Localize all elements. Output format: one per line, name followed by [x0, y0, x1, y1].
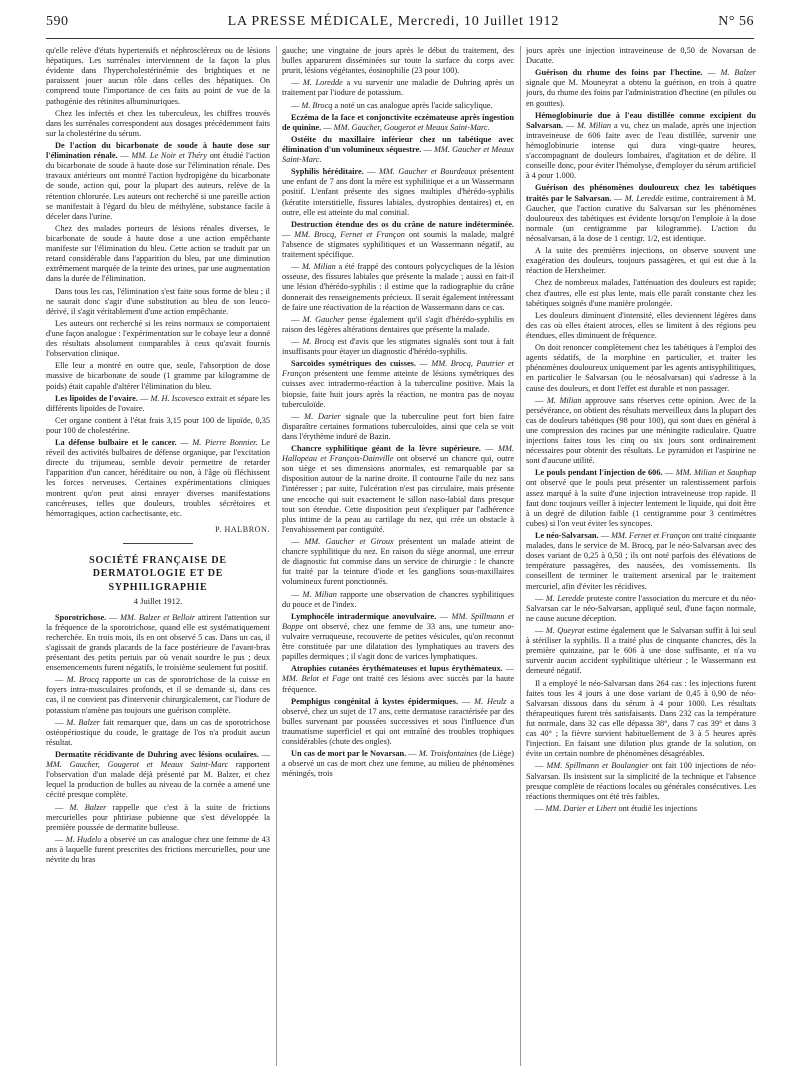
page-header	[46, 14, 754, 36]
article-authors: MM. Spillmann et Boppe	[282, 611, 514, 631]
article: Guérison des phénomènes douloureux chez les tabétiques traités par le Salvarsan. — M. Leredde estime, contrairement à M. Gaucher, que l'action curative du Salvarsan sur les phénomènes douloureux des tabétiques est évidente lorsqu'on l'emploie à la dose normale (un centigramme par kilogramme). L'action du néosalvarsan, à la dose de 1 centigr. 1/2, est identique.	[526, 183, 756, 243]
article-authors: MM. Gaucher, Gougerot et Meaux Saint-Marc.	[333, 122, 490, 132]
article: Ostéite du maxillaire inférieur chez un tabétique avec élimination d'un volumineux séquestre. — MM. Gaucher et Meaux Saint-Marc.	[282, 134, 514, 165]
author: M. Milian	[302, 262, 336, 272]
article-authors: MM. Milian et Sauphap	[675, 468, 756, 478]
paragraph: A la suite des premières injections, on observe souvent une exagération des douleurs, toujours passagères, et qui est due à la réaction de Herxheimer.	[526, 246, 756, 276]
article: Hémoglobinurie due à l'eau distillée comme excipient du Salvarsan. — M. Milian a vu, chez un malade, après une injection intraveineuse de 606 faite avec de l'eau distillée, survenir une hémoglobinurie intense qui dura vingt-quatre heures, s'accompagnant de douleurs lombaires, d'agitation et de délire. Il conseille donc, pour éviter l'hémolyse, d'employer du sérum artificiel à 4 pour 1.000.	[526, 110, 756, 181]
article: Le néo-Salvarsan. — MM. Fernet et Françon ont traité cinquante malades, dans le service de M. Brocq, par le néo-Salvarsan avec des doses variant de 0,25 à 0,50 ; ils ont noté parfois des élévations de température passagères, des nausées, des vomissements. Ils conseillent de terminer le traitement arsenical par le traitement mercuriel, afin d'éviter les récidives.	[526, 531, 756, 591]
article-title: Un cas de mort par le Novarsan.	[291, 749, 407, 759]
article: Dermatite récidivante de Duhring avec lésions oculaires. — MM. Gaucher, Gougerot et Meaux Saint-Marc rapportent l'observation d'un malade déjà présenté par M. Balzer, et chez lequel la production de bulles au niveau de la cornée a amené une cécité presque complète.	[46, 749, 270, 800]
article-title: Les lipoïdes de l'ovaire.	[55, 393, 138, 403]
article-text: rapportent l'observation d'un malade déjà présenté par M. Balzer, et chez lequel la production de bulles au niveau de la cornée a amené une cécité presque complète.	[46, 760, 270, 800]
article-authors: M. Milian	[577, 120, 612, 130]
column-1	[46, 46, 270, 1066]
article: Les lipoïdes de l'ovaire. — M. H. Iscovesco extrait et sépare les différents lipoïdes de l'ovaire.	[46, 393, 270, 413]
article: Chancre syphilitique géant de la lèvre supérieure. — MM. Hallopeau et François-Dainville ont observé un chancre qui, outre son siège et ses dimensions anormales, est remarquable par sa disposition autour de la narine droite. Il contourne l'aile du nez sans l'intéresser ; par suite, l'ulcération n'est pas circulaire, mais présente une encoche qui suit exactement le sillon naso-labial dans presque tout son étendue. Cette disposition peut s'expliquer par l'adhérence plus intime de la peau au cartilage du nez, qui crée un obstacle à l'envahissement par contiguïté.	[282, 444, 514, 534]
article-text: ont étudié l'action du bicarbonate de soude à haute dose sur l'élimination rénale. Des travaux antérieurs ont montré l'action hydropigène du bicarbonate de soude, action qui, pour la plupart des auteurs, relève de la rétention chlorurée. Les auteurs ont recherché si une pareille action se manifestait à l'égard du bleu de méthylène, substance facile à déceler dans l'urine.	[46, 151, 270, 221]
paragraph: Chez des malades porteurs de lésions rénales diverses, le bicarbonate de soude à haute dose a une action empêchante manifeste sur l'élimination du bleu. Cette action se traduit par un retard considérable dans l'apparition du bleu, par une diminution extrêmement marquée de la teinte des urines, par une augmentation dans la durée de l'élimination.	[46, 223, 270, 284]
article-title: La défense bulbaire et le cancer.	[55, 438, 177, 448]
article-title: Ostéite du maxillaire inférieur chez un tabétique avec élimination d'un volumineux séquestre.	[282, 134, 514, 154]
paragraph: gauche; une vingtaine de jours après le début du traitement, des bulles apparurent disséminées sur toute la surface du corps avec prurit, lésions végétantes, éosinophilie (23 pour 100).	[282, 46, 514, 76]
paragraph: qu'elle relève d'états hypertensifs et néphroscléreux ou de lésions hépatiques. Les surrénales interviennent de la façon la plus évidente dans l'hypercholestérinémie des brightiques et ne paraissent jouer aucun rôle dans celles des hépatiques. On comprend toute l'importance de ces faits au point de vue de la pathogénie des rétinites albuminuriques.	[46, 46, 270, 106]
article-title: Hémoglobinurie due à l'eau distillée comme excipient du Salvarsan.	[526, 110, 756, 130]
article: Eczéma de la face et conjonctivite eczémateuse après ingestion de quinine. — MM. Gaucher, Gougerot et Meaux Saint-Marc.	[282, 112, 514, 132]
paragraph: — M. Queyrat estime également que le Salvarsan suffit à lui seul à stériliser la syphilis. Il a traité plus de cinquante chancres, dès la première quinzaine, par le 606 à une dose suffisante, et n'a vu survenir aucun accident syphilitique ultérieur ; le Wassermann est demeuré négatif.	[526, 626, 756, 676]
article-title: Dermatite récidivante de Duhring avec lésions oculaires.	[55, 749, 259, 759]
author: MM. Darier et Libert	[545, 803, 617, 813]
article-title: Atrophies cutanées érythémateuses et lupus érythémateux.	[291, 664, 503, 674]
author: M. Loredde	[302, 78, 343, 88]
article-title: Lymphocèle intradermique anovulvaire.	[291, 611, 437, 621]
article-title: Guérison du rhume des foins par l'hectine.	[535, 68, 703, 78]
paragraph: — M. Milian approuve sans réserves cette opinion. Avec de la persévérance, on obtient des résultats merveilleux dans la plupart des cas de douleurs tabétiques (98 pour 100), qui sont dues en général à une compression des racines par une méningite radiculaire. Quatre injections faites tous les cinq ou six jours sont ordinairement nécessaires pour obtenir des résultats. Le pyramidon et l'aspirine ne sont d'aucune utilité.	[526, 395, 756, 466]
society-title: SOCIÉTÉ FRANÇAISE DE DERMATOLOGIE ET DE SYPHILIGRAPHIE	[89, 554, 227, 593]
paragraph: — MM. Darier et Libert ont étudié les injections	[535, 803, 698, 813]
article: Le pouls pendant l'injection de 606. — MM. Milian et Sauphap ont observé que le pouls peut présenter un ralentissement parfois assez marqué à la suite d'une injection intraveineuse trop rapide. Il faut donc toujours veiller à injecter lentement le liquide, qui doit être à un degré de dilution faible (1 centigramme pour 3 centimètres cubes) si l'on veut éviter les syncopes.	[526, 468, 756, 528]
author: M. Hudelo	[65, 834, 102, 844]
author: M. Milian	[302, 589, 337, 599]
paragraph: — MM. Spillmann et Boulangier ont fait 100 injections de néo-Salvarsan. Ils insistent sur la simplicité de la technique et l'absence presque complète de réactions locales ou générales consécutives. Les réactions thermiques ont été très faibles.	[526, 761, 756, 801]
paragraph: — M. Brocq a noté un cas analogue après l'acide salicylique.	[291, 100, 493, 110]
author: M. Leredde	[545, 593, 585, 603]
article-authors: MM. Gaucher et Meaux Saint-Marc.	[282, 144, 514, 165]
paragraph: Dans tous les cas, l'élimination s'est faite sous forme de bleu ; il ne saurait donc s'agir d'une substitution au bleu de son leuco-dérivé, il s'agit véritablement d'une action empêchante.	[46, 286, 270, 316]
paragraph: Cet organe contient à l'état frais 3,15 pour 100 de lipoïde, 0,35 pour 100 de cholestérine.	[46, 415, 270, 435]
article: Lymphocèle intradermique anovulvaire. — MM. Spillmann et Boppe ont observé, chez une femme de 33 ans, une tumeur ano-vulvaire verruqueuse, recouverte de petites vésicules, qu'on reconnut être constituée par une dilatation des lymphatiques au travers des papilles dermiques ; il s'agit donc de varices lymphatiques.	[282, 611, 514, 662]
author: M. Brocq	[301, 100, 333, 110]
article-authors: MM. Fernet et Françon	[611, 531, 690, 541]
article-authors: M. Leredde	[624, 193, 664, 203]
paragraph: — M. Hudelo a observé un cas analogue chez une femme de 43 ans à laquelle furent prescrites des frictions mercurielles, pour une névrite du bras	[46, 834, 270, 865]
paragraph: — M. Darier signale que la tuberculine peut fort bien faire disparaître certaines formations tuberculoïdes, ainsi que cela se voit dans l'érythème induré de Bazin.	[282, 411, 514, 441]
page-number: 590	[46, 14, 69, 29]
column-separator	[276, 46, 277, 1066]
article-title: Guérison des phénomènes douloureux chez les tabétiques traités par le Salvarsan.	[526, 183, 756, 203]
journal-title: LA PRESSE MÉDICALE, Mercredi, 10 Juillet 1912	[227, 14, 560, 29]
article-title: Sporotrichose.	[55, 612, 107, 622]
article: De l'action du bicarbonate de soude à haute dose sur l'élimination rénale. — MM. Le Noir et Théry ont étudié l'action du bicarbonate de soude à haute dose sur l'élimination rénale. Des travaux antérieurs ont montré l'action hydropigène du bicarbonate de soude, action qui, pour la plupart des auteurs, relève de la rétention chlorurée. Les auteurs ont recherché si une pareille action se manifestait à l'égard du bleu de méthylène, substance facile à déceler dans l'urine.	[46, 140, 270, 221]
article-authors: MM. Balzer et Belloir	[120, 612, 196, 622]
paragraph: — M. Leredde proteste contre l'association du mercure et du néo-Salvarsan car le néo-Salvarsan, appliqué seul, d'une façon normale, ne cause aucune déception.	[526, 593, 756, 623]
column-separator	[520, 46, 521, 1066]
author: M. Brocq	[302, 336, 335, 346]
article: Syphilis héréditaire. — MM. Gaucher et Bourdeaux présentent une enfant de 7 ans dont la mère est syphilitique et a un Wassermann positif. L'enfant présente des signes multiples d'hérédo-syphilis (kératite interstitielle, fissures labiales, dystrophies dentaires) et, en outre, elle est atteinte du mal comitial.	[282, 167, 514, 217]
author: M. Balzer	[66, 717, 100, 727]
paragraph: On doit renoncer complètement chez les tabétiques à l'emploi des agents sédatifs, de la morphine en particulier, et traiter les phénomènes douloureux uniquement par les agents antisyphilitiques, en particulier le Salvarsan (ou le néosalvarsan) qui s'adresse à la cause des douleurs, et dont l'effet est durable et non passager.	[526, 343, 756, 393]
author: M. Darier	[304, 411, 341, 421]
article: La défense bulbaire et le cancer. — M. Pierre Bonnier. Le réveil des activités bulbaires de défense organique, par l'excitation directe du trijumeau, semble devoir permettre de retarder l'apparition d'un cancer, héréditaire ou non, à l'âge où fléchissent les forces nerveuses. Certaines expérimentations cliniques montrent qu'on peut ainsi enrayer diverses manifestations cancéreuses, telles que douleurs, troubles sécrétoires et hémorragiques, action cachectisante, etc.	[46, 438, 270, 518]
paragraph: Les auteurs ont recherché si les reins normaux se comportaient d'une façon analogue : l'expérimentation sur le cobaye leur a donné des résultats absolument comparables à ceux qu'avait fournis l'observation clinique.	[46, 318, 270, 359]
column-2	[282, 46, 514, 1066]
article-authors: MM. Brocq, Pautrier et Françon	[282, 359, 514, 379]
article: Sarcoïdes symétriques des cuisses. — MM. Brocq, Pautrier et Françon présentent une femme atteinte de lésions symétriques des cuisses avec intradermo-réaction à la tuberculine positive. Mais la biopsie, faite huit jours après la réaction, ne montra pas de noyau tuberculoïde.	[282, 359, 514, 409]
column-3	[526, 46, 756, 1066]
paragraph: — M. Brocq est d'avis que les stigmates signalés sont tout à fait insuffisants pour étayer un diagnostic d'hérédo-syphilis.	[282, 336, 514, 357]
article: Pemphigus congénital à kystes épidermiques. — M. Heulz a observé, chez un sujet de 17 ans, cette dermatose caractérisée par des bulles survenant par poussées successives et sous l'influence d'un traumatisme superficiel et qui ont entraîné des troubles trophiques considérables (chute des ongles).	[282, 696, 514, 747]
article-authors: M. Troisfontaines	[418, 749, 478, 759]
article: Atrophies cutanées érythémateuses et lupus érythémateux. — MM. Belot et Fage ont traité ces lésions avec succès par la haute fréquence.	[282, 664, 514, 694]
author: M. Gaucher	[302, 314, 345, 324]
paragraph: — M. Brocq rapporte un cas de sporotrichose de la cuisse en foyers intra-musculaires profonds, et il se demande si, dans ces cas, il ne convient pas d'intervenir chirurgicalement, car l'iodure de potassium n'amène pas toujours une guérison complète.	[46, 675, 270, 715]
article-authors: MM. Gaucher, Gougerot et Meaux Saint-Marc	[46, 760, 229, 770]
article: Guérison du rhume des foins par l'hectine. — M. Balzer signale que M. Mouneyrat a obtenu la guérison, en trois à quatre jours, du rhume des foins par l'administration d'hectine (en pilules ou en gouttes).	[526, 68, 756, 108]
article-authors: MM. Belot et Fage	[282, 674, 350, 684]
author: M. Balzer	[69, 802, 107, 812]
article-authors: M. H. Iscovesco	[150, 393, 204, 403]
article-authors: MM. Le Noir et Théry	[131, 151, 207, 161]
article-title: Le pouls pendant l'injection de 606.	[535, 468, 663, 478]
article-title: Destruction étendue des os du crâne de nature indéterminée.	[291, 219, 514, 229]
article: Destruction étendue des os du crâne de nature indéterminée. — MM. Brocq, Fernet et Françon ont soumis la malade, malgré l'absence de stigmates syphilitiques et un Wassermann négatif, au traitement spécifique.	[282, 219, 514, 260]
paragraph: Elle leur a montré en outre que, seule, l'absorption de dose massive de bicarbonate de soude (1 gramme par kilogramme de poids) était capable d'altérer l'élimination du bleu.	[46, 361, 270, 391]
article-title: Syphilis héréditaire.	[291, 167, 364, 177]
article-text: extrait et sépare les différents lipoïdes de l'ovaire.	[46, 393, 270, 413]
author: M. Brocq	[66, 675, 99, 685]
paragraph: Il a employé le néo-Salvarsan dans 264 cas : les injections furent faites tous les 4 jours à une dose variant de 0,45 à 0,90 de néo-Salvarsan dissous dans du sérum à 4 pour 1000. Les résultats thérapeutiques furent très satisfaisants. Dans 232 cas la température fut normale, dans 32 cas elle dépassa 38°, dans 7 cas 39° et dans 3 cas 40° ; la fièvre survient habituellement de 3 à 5 heures après l'injection. En faisant une dilution plus grande de la solution, on évite un certain nombre de phénomènes désagréables.	[526, 678, 756, 759]
author: MM. Gaucher et Giroux	[304, 537, 394, 547]
paragraph: Chez les infectés et chez les tuberculeux, les chiffres trouvés dans les surrénales correspondent aux dosages précédemment faits sur la cholestérine du sérum.	[46, 108, 270, 138]
paragraph: jours après une injection intraveineuse de 0,50 de Novarsan de Ducatte.	[526, 46, 756, 66]
issue-number: N° 56	[718, 14, 754, 29]
signature: P. HALBRON.	[215, 524, 270, 534]
paragraph: — M. Milian rapporte une observation de chancres syphilitiques du pouce et de l'index.	[282, 589, 514, 609]
header-rule	[46, 38, 754, 39]
article-authors: M. Balzer	[720, 68, 756, 78]
article-authors: MM. Brocq, Fernet et Françon	[294, 229, 405, 239]
article-title: De l'action du bicarbonate de soude à haute dose sur l'élimination rénale.	[46, 140, 270, 161]
article: Un cas de mort par le Novarsan. — M. Troisfontaines (de Liège) a observé un cas de mort chez une femme, au milieu de phénomènes méningés, trois	[282, 749, 514, 779]
paragraph: Chez de nombreux malades, l'atténuation des douleurs est rapide; chez d'autres, elle est plus lente, mais elle paraît constante chez les tabétiques soignés d'une manière prolongée.	[526, 278, 756, 308]
article-text: Le réveil des activités bulbaires de défense organique, par l'excitation directe du trijumeau, semble devoir permettre de retarder l'apparition d'un cancer, héréditaire ou non, à l'âge où fléchissent les forces nerveuses. Certaines expérimentations cliniques montrent qu'on peut ainsi enrayer diverses manifestations cancéreuses, telles que douleurs, troubles sécrétoires et hémorragiques, action cachectisante, etc.	[46, 438, 270, 518]
paragraph: — M. Balzer fait remarquer que, dans un cas de sporotrichose ostéopériostique du coude, le grattage de l'os n'a produit aucun résultat.	[46, 717, 270, 747]
article-authors: M. Heulz	[474, 696, 507, 706]
author: MM. Spillmann et Boulangier	[546, 761, 649, 771]
paragraph: — MM. Gaucher et Giroux présentent un malade atteint de chancre syphilitique du nez. En raison du siège anormal, une erreur de diagnostic fut commise dans un service de chirurgie : le chancre fut traité par la teinture d'iode et les ganglions sous-maxillaires volumineux furent ponctionnés.	[282, 537, 514, 587]
article-authors: MM. Gaucher et Bourdeaux	[378, 167, 477, 177]
article-authors: MM. Hallopeau et François-Dainville	[282, 444, 514, 464]
author: M. Milian	[546, 395, 582, 405]
article: Sporotrichose. — MM. Balzer et Belloir attirent l'attention sur la fréquence de la sporotrichose, quand elle est systématiquement recherchée. En trois mois, ils en ont observé 5 cas. Dans un cas, il s'agissait de grands placards de la face postérieure de l'avant-bras présentant des petits pertuis par où venait sourdre le pus ; deux ensemencements furent négatifs, le troisième seulement fut positif.	[46, 612, 270, 673]
paragraph: — M. Gaucher pense également qu'il s'agit d'hérédo-syphilis en raison des légères altérations dentaires que présente la malade.	[282, 314, 514, 334]
paragraph: — M. Milian a été frappé des contours polycycliques de la lésion osseuse, des fissures labiales que présente la malade ; aussi en fait-il une lésion d'hérédo-syphilis : il estime que la radiographie du crâne donnerait des renseignements précieux. Il serait également intéressant de faire une réactivation de la réaction de Wassermann dans ce cas.	[282, 262, 514, 312]
author: M. Queyrat	[545, 626, 585, 636]
paragraph: — M. Balzer rappelle que c'est à la suite de frictions mercurielles pour phtiriase pubienne que s'est développée la première poussée de dermatite bulleuse.	[46, 802, 270, 832]
paragraph: — M. Loredde a vu survenir une maladie de Duhring après un traitement par l'iodure de potassium.	[282, 78, 514, 98]
article-authors: M. Pierre Bonnier.	[192, 438, 258, 448]
article-title: Eczéma de la face et conjonctivite eczémateuse après ingestion de quinine.	[282, 112, 514, 132]
society-date: 4 Juillet 1912.	[133, 596, 183, 607]
article-text: attirent l'attention sur la fréquence de la sporotrichose, quand elle est systématiquement recherchée. En trois mois, ils en ont observé 5 cas. Dans un cas, il s'agissait de grands placards de la face postérieure de l'avant-bras présentant des petits pertuis par où venait sourdre le pus ; deux ensemencements furent négatifs, le troisième seulement fut positif.	[46, 612, 270, 673]
article-title: Le néo-Salvarsan.	[535, 531, 599, 541]
article-title: Sarcoïdes symétriques des cuisses.	[291, 359, 416, 369]
article-title: Pemphigus congénital à kystes épidermiques.	[291, 696, 459, 706]
paragraph: Les douleurs diminuent d'intensité, elles deviennent légères dans des cas où elles étaient atroces, elles se limitent à des régions peu étendues, elles diminuent de fréquence.	[526, 310, 756, 340]
section-divider	[123, 543, 193, 544]
article-title: Chancre syphilitique géant de la lèvre supérieure.	[291, 444, 481, 454]
